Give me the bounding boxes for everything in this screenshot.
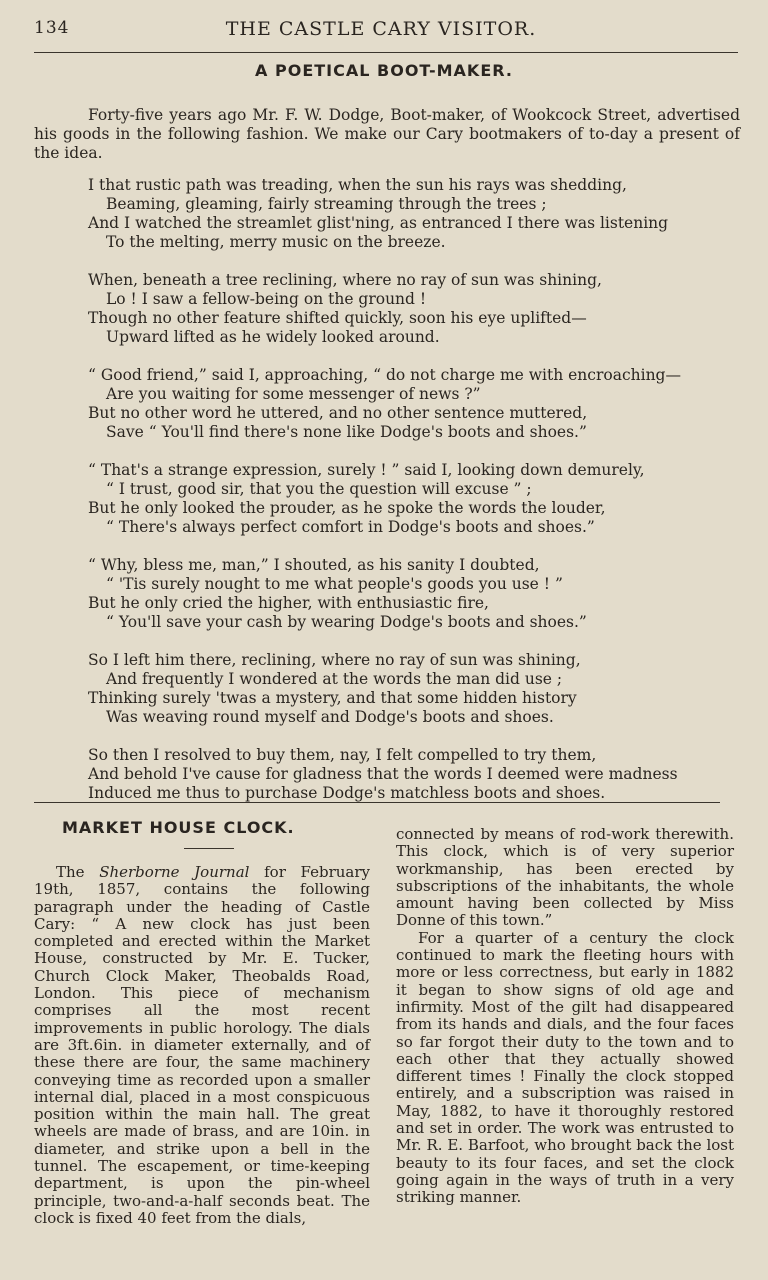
poem-line: To the melting, merry music on the breeze. <box>106 233 446 251</box>
poem-line: “ There's always perfect comfort in Dodge's boots and shoes.” <box>106 518 595 536</box>
poem-line: Induced me thus to purchase Dodge's matchless boots and shoes. <box>88 784 606 802</box>
poem-stanza <box>88 461 738 537</box>
poem-line: And behold I've cause for gladness that the words I deemed were madness <box>88 765 678 783</box>
article-title-market-house-clock: MARKET HOUSE CLOCK. <box>62 818 295 837</box>
poem-line: I that rustic path was treading, when the sun his rays was shedding, <box>88 176 627 194</box>
poem-stanza <box>88 746 738 803</box>
poem-stanza <box>88 366 738 442</box>
article-title-poetical-boot-maker: A POETICAL BOOT-MAKER. <box>255 61 513 80</box>
poem-line: And I watched the streamlet glist'ning, as entranced I there was listening <box>88 214 669 232</box>
poem-line: Are you waiting for some messenger of news ?” <box>106 385 481 403</box>
poem-stanza <box>88 176 738 252</box>
poem-line: So then I resolved to buy them, nay, I felt compelled to try them, <box>88 746 597 764</box>
poem-line: So I left him there, reclining, where no ray of sun was shining, <box>88 651 581 669</box>
poem-line: “ That's a strange expression, surely ! ” said I, looking down demurely, <box>88 461 645 479</box>
poem-line: “ 'Tis surely nought to me what people's goods you use ! ” <box>106 575 563 593</box>
page-number: 134 <box>34 18 70 38</box>
poem-line: But he only looked the prouder, as he spoke the words the louder, <box>88 499 606 517</box>
poem-line: “ Good friend,” said I, approaching, “ do not charge me with encroaching— <box>88 366 681 384</box>
poem-line: But no other word he uttered, and no other sentence muttered, <box>88 404 588 422</box>
page-header <box>34 14 728 44</box>
poem-stanza <box>88 556 738 632</box>
poem-line: Was weaving round myself and Dodge's boots and shoes. <box>106 708 554 726</box>
column-left <box>34 864 370 1227</box>
section-divider <box>34 802 720 803</box>
poem <box>88 176 738 822</box>
paragraph-1: The Sherborne Journal for February 19th, 1857, contains the following paragraph under the heading of Castle Cary: “ A new clock has just been completed and erected within the Market House, constructed by Mr. E. Tucker, Church Clock Maker, Theobalds Road, London. This piece of mechanism comprises all the most recent improvements in public horology. The dials are 3ft.6in. in diameter externally, and of these there are four, the same machinery conveying time as recorded upon a smaller internal dial, placed in a most conspicuous position within the main hall. The great wheels are made of brass, and are 10in. in diameter, and strike upon a bell in the tunnel. The escapement, or time-keeping department, is upon the pin-wheel principle, two-and-a-half seconds beat. The clock is fixed 40 feet from the dials, <box>34 863 370 1227</box>
running-title: THE CASTLE CARY VISITOR. <box>225 18 537 40</box>
article-intro: Forty-five years ago Mr. F. W. Dodge, Boot-maker, of Wookcock Street, advertised his goods in the following fashion. We make our Cary bootmakers of to-day a present of the idea. <box>34 106 740 162</box>
poem-line: But he only cried the higher, with enthusiastic fire, <box>88 594 489 612</box>
column-right <box>396 826 734 1207</box>
poem-line: And frequently I wondered at the words the man did use ; <box>106 670 563 688</box>
title-underline-rule <box>184 848 234 849</box>
poem-line: Lo ! I saw a fellow-being on the ground ! <box>106 290 427 308</box>
poem-line: Save “ You'll find there's none like Dodge's boots and shoes.” <box>106 423 587 441</box>
poem-line: Upward lifted as he widely looked around. <box>106 328 440 346</box>
poem-line: “ You'll save your cash by wearing Dodge's boots and shoes.” <box>106 613 587 631</box>
header-rule <box>34 52 738 53</box>
poem-stanza <box>88 651 738 727</box>
poem-line: “ I trust, good sir, that you the question will excuse ” ; <box>106 480 532 498</box>
journal-name: Sherborne Journal <box>99 863 250 881</box>
poem-line: Though no other feature shifted quickly, soon his eye uplifted— <box>88 309 587 327</box>
poem-line: Beaming, gleaming, fairly streaming through the trees ; <box>106 195 547 213</box>
poem-line: “ Why, bless me, man,” I shouted, as his sanity I doubted, <box>88 556 540 574</box>
paragraph-2: For a quarter of a century the clock continued to mark the fleeting hours with more or less correctness, but early in 1882 it began to show signs of old age and infirmity. Most of the gilt had disappeared from its hands and dials, and the four faces so far forgot their duty to the town and to each other that they actually showed different times ! Finally the clock stopped entirely, and a subscription was raised in May, 1882, to have it thoroughly restored and set in order. The work was entrusted to Mr. R. E. Barfoot, who brought back the lost beauty to its four faces, and set the clock going again in the ways of truth in a very striking manner. <box>396 928 734 1207</box>
poem-line: When, beneath a tree reclining, where no ray of sun was shining, <box>88 271 602 289</box>
paragraph-1-continued: connected by means of rod-work therewith. This clock, which is of very superior workmanship, has been erected by subscriptions of the inhabitants, the whole amount having been collected by Miss Donne of this town.” <box>396 825 734 930</box>
poem-stanza <box>88 271 738 347</box>
poem-line: Thinking surely 'twas a mystery, and that some hidden history <box>88 689 577 707</box>
